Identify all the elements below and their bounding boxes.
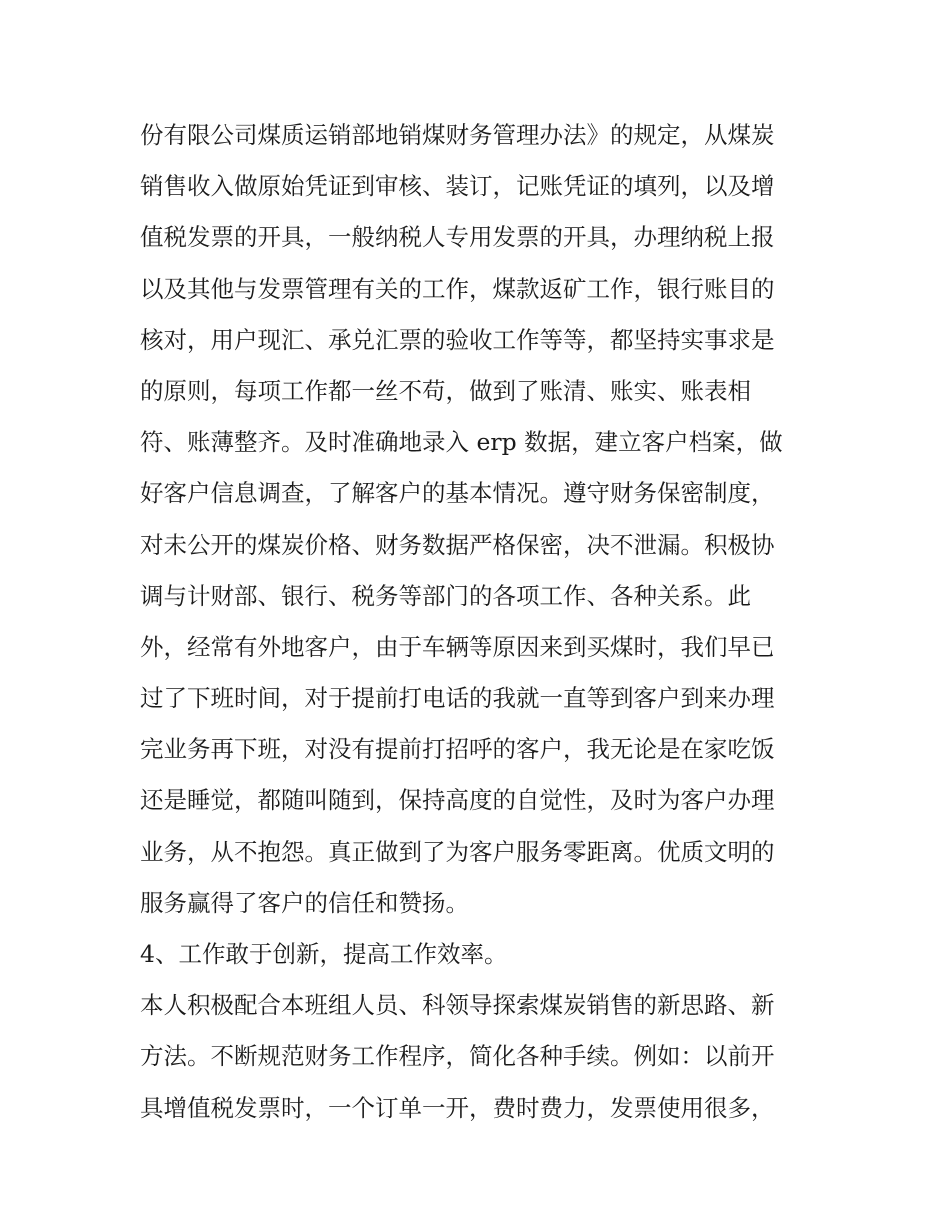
section-heading: 4、工作敢于创新，提高工作效率。 bbox=[140, 940, 508, 968]
text-line: 好客户信息调查，了解客户的基本情况。遵守财务保密制度， bbox=[140, 479, 775, 508]
text-line: 过了下班时间，对于提前打电话的我就一直等到客户到来办理 bbox=[140, 684, 775, 713]
text-line: 本人积极配合本班组人员、科领导探索煤炭销售的新思路、新 bbox=[140, 991, 775, 1020]
text-line: 的原则，每项工作都一丝不苟，做到了账清、账实、账表相 bbox=[140, 376, 751, 405]
body-text bbox=[140, 110, 820, 1134]
text-line: 方法。不断规范财务工作程序，简化各种手续。例如：以前开 bbox=[140, 1042, 775, 1071]
text-line: 完业务再下班，对没有提前打招呼的客户，我无论是在家吃饭 bbox=[140, 735, 775, 764]
text-line: 以及其他与发票管理有关的工作，煤款返矿工作，银行账目的 bbox=[140, 274, 775, 303]
text-line: 业务，从不抱怨。真正做到了为客户服务零距离。优质文明的 bbox=[140, 837, 775, 866]
text-line: 具增值税发票时，一个订单一开，费时费力，发票使用很多， bbox=[140, 1093, 775, 1122]
text-line: 销售收入做原始凭证到审核、装订，记账凭证的填列，以及增 bbox=[140, 172, 775, 201]
text-line: 符、账薄整齐。及时准确地录入 erp 数据，建立客户档案，做 bbox=[140, 428, 783, 457]
text-line: 服务赢得了客户的信任和赞扬。 bbox=[140, 888, 469, 917]
text-line: 还是睡觉，都随叫随到，保持高度的自觉性，及时为客户办理 bbox=[140, 786, 775, 815]
text-line: 外，经常有外地客户，由于车辆等原因来到买煤时，我们早已 bbox=[140, 632, 775, 661]
text-line: 调与计财部、银行、税务等部门的各项工作、各种关系。此 bbox=[140, 581, 751, 610]
text-line: 份有限公司煤质运销部地销煤财务管理办法》的规定，从煤炭 bbox=[140, 121, 775, 149]
text-line: 核对，用户现汇、承兑汇票的验收工作等等，都坚持实事求是 bbox=[140, 325, 775, 354]
text-line: 值税发票的开具，一般纳税人专用发票的开具，办理纳税上报 bbox=[140, 223, 775, 252]
text-line: 对未公开的煤炭价格、财务数据严格保密，决不泄漏。积极协 bbox=[140, 530, 775, 559]
